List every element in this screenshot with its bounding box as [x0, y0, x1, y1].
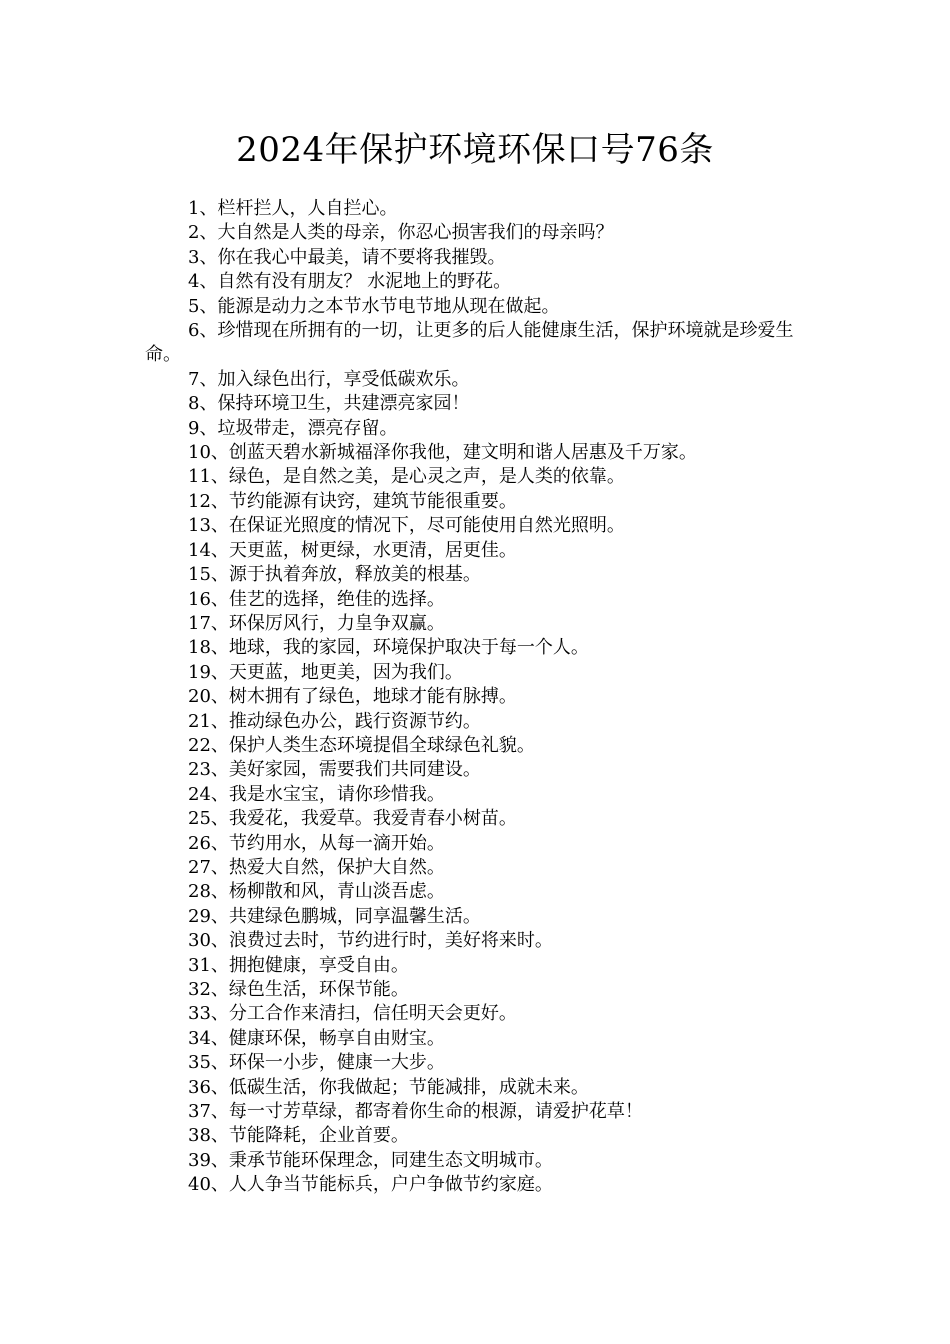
slogan-item-6: 6、珍惜现在所拥有的一切，让更多的后人能健康生活，保护环境就是珍爱生命。	[145, 320, 794, 366]
slogan-item-23: 23、美好家园，需要我们共同建设。	[188, 759, 481, 781]
slogan-item-30: 30、浪费过去时，节约进行时，美好将来时。	[188, 930, 553, 952]
document-title: 2024年保护环境环保口号76条	[236, 130, 714, 170]
slogan-item-18: 18、地球，我的家园，环境保护取决于每一个人。	[188, 637, 589, 659]
slogan-item-32: 32、绿色生活，环保节能。	[188, 979, 409, 1000]
slogan-item-7: 7、加入绿色出行，享受低碳欢乐。	[188, 368, 470, 390]
slogan-item-28: 28、杨柳散和风，青山淡吾虑。	[188, 881, 445, 903]
slogan-item-12: 12、节约能源有诀窍，建筑节能很重要。	[188, 490, 517, 512]
slogan-item-5: 5、能源是动力之本节水节电节地从现在做起。	[188, 295, 560, 317]
slogan-item-37: 37、每一寸芳草绿，都寄着你生命的根源，请爱护花草！	[188, 1101, 643, 1123]
slogan-item-31: 31、拥抱健康，享受自由。	[188, 954, 409, 976]
slogan-item-24: 24、我是水宝宝，请你珍惜我。	[188, 783, 445, 805]
slogan-item-10: 10、创蓝天碧水新城福泽你我他，建文明和谐人居惠及千万家。	[188, 442, 697, 464]
slogan-item-15: 15、源于执着奔放，释放美的根基。	[188, 564, 481, 586]
slogan-item-35: 35、环保一小步，健康一大步。	[188, 1052, 445, 1074]
slogan-item-25: 25、我爱花，我爱草。我爱青春小树苗。	[188, 808, 517, 830]
slogan-item-33: 33、分工合作来清扫，信任明天会更好。	[188, 1003, 517, 1025]
slogan-item-9: 9、垃圾带走，漂亮存留。	[188, 417, 398, 439]
slogan-item-16: 16、佳艺的选择，绝佳的选择。	[188, 588, 445, 610]
slogan-list	[145, 197, 817, 1198]
slogan-item-39: 39、秉承节能环保理念，同建生态文明城市。	[188, 1149, 553, 1171]
slogan-item-20: 20、树木拥有了绿色，地球才能有脉搏。	[188, 686, 517, 708]
slogan-item-40: 40、人人争当节能标兵，户户争做节约家庭。	[188, 1174, 553, 1196]
slogan-item-14: 14、天更蓝，树更绿，水更清，居更佳。	[188, 539, 517, 561]
slogan-item-29: 29、共建绿色鹏城，同享温馨生活。	[188, 905, 481, 927]
slogan-item-1: 1、栏杆拦人，人自拦心。	[188, 198, 398, 219]
slogan-item-17: 17、环保厉风行，力皇争双赢。	[188, 612, 445, 634]
slogan-item-3: 3、你在我心中最美，请不要将我摧毁。	[188, 246, 506, 268]
slogan-item-8: 8、保持环境卫生，共建漂亮家园！	[188, 393, 470, 415]
slogan-item-4: 4、自然有没有朋友？ 水泥地上的野花。	[188, 271, 512, 293]
slogan-item-19: 19、天更蓝，地更美，因为我们。	[188, 661, 463, 683]
slogan-item-21: 21、推动绿色办公，践行资源节约。	[188, 710, 481, 732]
slogan-item-11: 11、绿色，是自然之美，是心灵之声，是人类的依靠。	[188, 466, 625, 488]
slogan-item-22: 22、保护人类生态环境提倡全球绿色礼貌。	[188, 734, 535, 756]
slogan-item-13: 13、在保证光照度的情况下，尽可能使用自然光照明。	[188, 515, 625, 537]
slogan-item-36: 36、低碳生活，你我做起；节能减排，成就未来。	[188, 1076, 589, 1098]
slogan-item-26: 26、节约用水，从每一滴开始。	[188, 832, 445, 854]
slogan-item-34: 34、健康环保，畅享自由财宝。	[188, 1027, 445, 1049]
slogan-item-38: 38、节能降耗，企业首要。	[188, 1125, 409, 1147]
slogan-item-27: 27、热爱大自然，保护大自然。	[188, 856, 445, 878]
slogan-item-2: 2、大自然是人类的母亲，你忍心损害我们的母亲吗？	[188, 222, 614, 244]
